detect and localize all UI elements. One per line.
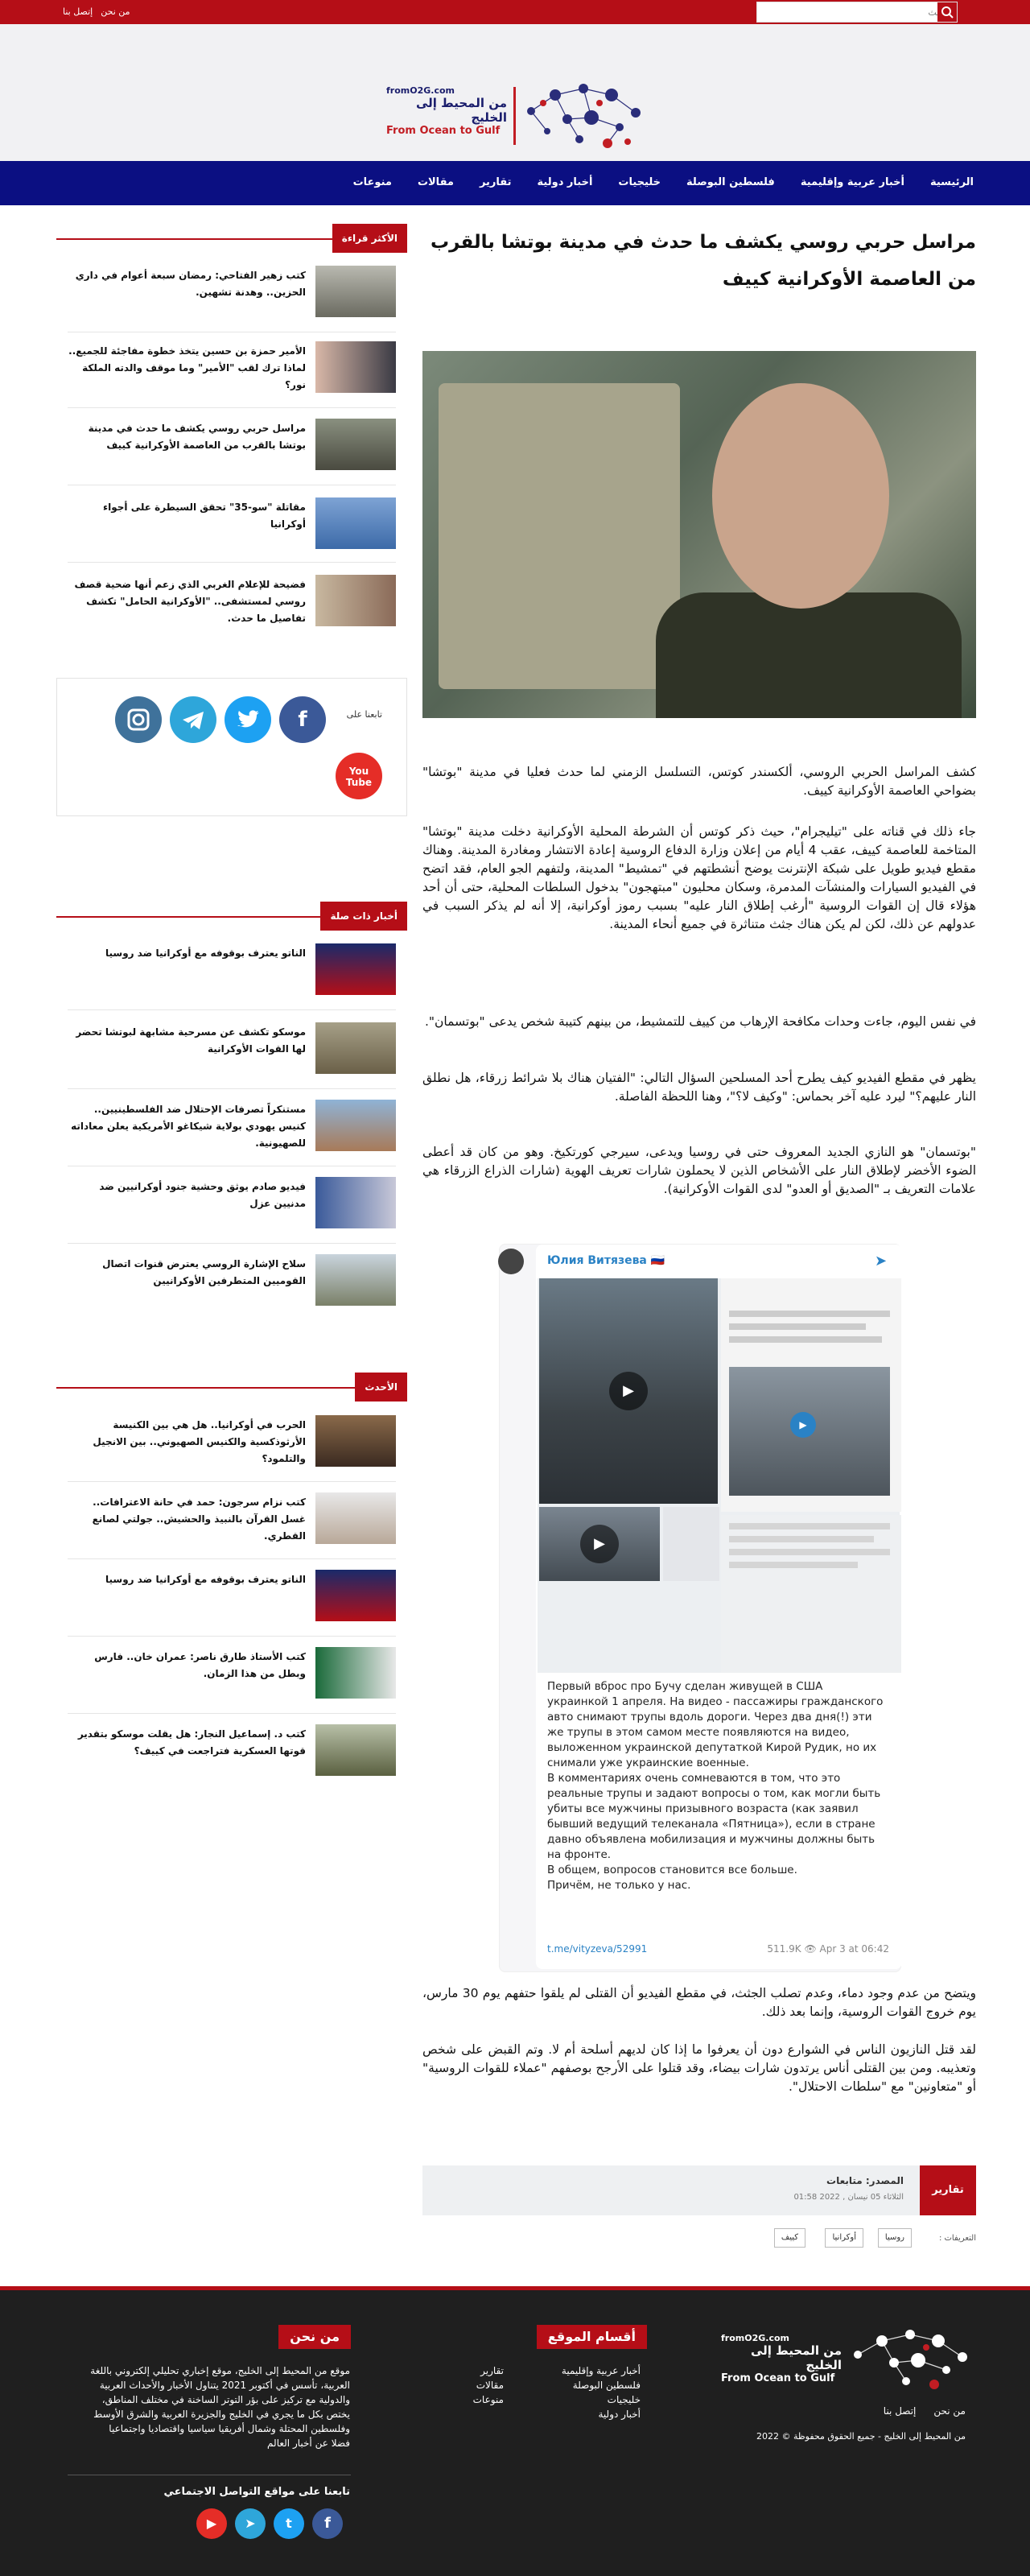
logo-site: fromO2G.com	[721, 2333, 789, 2343]
telegram-message-line: В комментариях очень сомневаются в том, что это реальные трупы и задают вопросы о том, как могли быть убиты все мужчины призывного возраста (как заявил бывший ведущий телеканала «Пятница»), если в стране давно объявлена мобилизация и мужчины должны быть на фронте.	[547, 1772, 881, 1861]
instagram-icon[interactable]	[115, 696, 162, 743]
video-thumbnail[interactable]	[539, 1507, 660, 1581]
search-box	[756, 2, 958, 23]
logo-arabic: من المحيط إلى الخليج	[750, 2343, 842, 2372]
list-item[interactable]	[68, 497, 396, 551]
tag-item[interactable]: أوكرانيا	[825, 2228, 863, 2248]
footer-link[interactable]: خليجيات	[607, 2394, 641, 2405]
thumbnail[interactable]	[315, 1492, 396, 1544]
main-nav	[0, 161, 1030, 205]
top-link-about[interactable]: من نحن	[101, 6, 130, 17]
screenshot-thumbnail[interactable]	[663, 1507, 719, 1581]
footer-sections-title: أقسام الموقع	[537, 2325, 647, 2349]
play-icon[interactable]: ▶	[790, 1412, 816, 1438]
eye-icon: 👁	[804, 1943, 817, 1955]
footer-logo[interactable]	[713, 2318, 970, 2399]
thumbnail[interactable]	[315, 1100, 396, 1151]
network-globe-icon	[850, 2318, 970, 2391]
article-paragraph: كشف المراسل الحربي الروسي، ألكسندر كوتس، التسلسل الزمني لما حدث فعليا في مدينة "بوتشا" بضواحي العاصمة الأوكرانية كييف.	[422, 765, 976, 798]
screenshot-thumbnail[interactable]	[721, 1278, 901, 1512]
logo-divider	[513, 87, 516, 145]
thumbnail[interactable]	[315, 943, 396, 995]
latest-news-box	[56, 1373, 407, 1402]
related-news-box	[56, 902, 407, 931]
thumbnail[interactable]	[315, 341, 396, 393]
thumbnail[interactable]	[315, 1022, 396, 1074]
footer-about-text: موقع من المحيط إلى الخليج، موقع إخباري تحليلي إلكتروني باللغة العربية، تأسس في أكتوبر 2021 يتناول الأخبار والأحداث العربية والدولية مع تركيز على بؤر التوتر الساخنة في مختلف المناطق، يختص بكل ما يجري في الخليج والجزيرة العربية والشرق الأوسط وفلسطين المحتلة وشمال أفريقيا سياسيا واقتصاديا واجتماعيا فضلا عن أخبار العالم	[90, 2365, 350, 2449]
telegram-media	[538, 1278, 900, 1673]
most-read-title: الأكثر قراءة	[332, 224, 407, 253]
thumbnail[interactable]	[315, 1570, 396, 1621]
article-paragraph: في نفس اليوم، جاءت وحدات مكافحة الإرهاب من كييف للتمشيط، من بينهم كتيبة شخص يدعى "بوتسمان".	[424, 1014, 976, 1029]
list-item-title[interactable]: الناتو يعترف بوقوفه مع أوكرانيا ضد روسيا	[105, 1574, 306, 1585]
thumbnail[interactable]	[315, 1647, 396, 1699]
thumbnail[interactable]	[315, 497, 396, 549]
video-thumbnail[interactable]	[539, 1278, 718, 1504]
list-item-title[interactable]: كتب نزام سرجون: حمد في حانة الاعترافات.. غسل القرآن بالنبيذ والحشيش.. جولتي لصانع القطري.	[92, 1496, 306, 1542]
site-logo[interactable]	[386, 63, 644, 156]
tag-item[interactable]: كييف	[774, 2228, 805, 2248]
thumbnail[interactable]	[315, 1254, 396, 1306]
article-source	[422, 2165, 976, 2215]
footer-about-title: من نحن	[278, 2325, 351, 2349]
top-link-contact[interactable]: إتصل بنا	[63, 6, 93, 17]
list-item[interactable]	[68, 1100, 396, 1153]
telegram-views: 511.9K	[767, 1943, 801, 1955]
nav-item-reports[interactable]: تقارير	[479, 176, 512, 188]
article-paragraph: ويتضح من عدم وجود دماء، وعدم تصلب الجثث، في مقطع الفيديو أن القتلى لم يلقوا حتفهم يوم 30 مارس، يوم خروج القوات الروسية، وإنما بعد ذلك.	[422, 1986, 976, 2019]
footer-social-title: تابعنا على مواقع التواصل الاجتماعي	[163, 2486, 350, 2498]
list-item-title[interactable]: الناتو يعترف بوقوفه مع أوكرانيا ضد روسيا	[105, 947, 306, 959]
footer-link[interactable]: تقارير	[480, 2365, 504, 2376]
nav-item-misc[interactable]: منوعات	[352, 176, 392, 188]
footer-link[interactable]: أخبار دولية	[598, 2409, 641, 2420]
logo-english: From Ocean to Gulf	[386, 125, 501, 137]
article-hero-image	[422, 351, 976, 718]
telegram-channel-name[interactable]: Юлия Витязева 🇷🇺	[547, 1254, 665, 1267]
telegram-message-line: Первый вброс про Бучу сделан живущей в США украинкой 1 апреля. На видео - пассажиры гражданского авто снимают трупы вдоль дороги. Через два дня(!) эти же трупы в этом самом месте появляются на видео, выложенном украинской депутаткой Кирой Рудик, но их снимали уже украинские военные.	[547, 1680, 884, 1769]
list-item[interactable]	[68, 1177, 396, 1230]
twitter-icon[interactable]: t	[274, 2508, 304, 2539]
list-item[interactable]	[68, 341, 396, 394]
site-footer	[0, 2286, 1030, 2576]
list-item-title[interactable]: سلاح الإشارة الروسي يعترض قنوات اتصال القوميين المتطرفين الأوكرانيين	[102, 1258, 306, 1286]
facebook-icon[interactable]: f	[312, 2508, 343, 2539]
telegram-icon[interactable]	[170, 696, 216, 743]
article-paragraph: "بوتسمان" هو النازي الجديد المعروف حتى في روسيا ويدعى، سيرجي كورتكيخ. وهو من كان قد أعطى الضوء الأخضر لإطلاق النار على الأشخاص الذين لا يحملون شارات تعريف الهوية (شارات الذراع الزرقاء هي علامات التعريف بـ "الصديق أو العدو" لدى القوات الأوكرانية).	[422, 1145, 976, 1196]
facebook-icon[interactable]: f	[279, 696, 326, 743]
network-globe-icon	[523, 71, 644, 151]
top-links	[63, 6, 130, 17]
list-item[interactable]	[68, 1254, 396, 1307]
twitter-icon[interactable]	[225, 696, 271, 743]
telegram-card	[536, 1245, 902, 1969]
tag-item[interactable]: روسيا	[878, 2228, 912, 2248]
telegram-message	[547, 1679, 885, 1893]
nav-item-arab[interactable]: أخبار عربية وإقليمية	[800, 176, 904, 188]
list-item-title[interactable]: مقاتلة "سو-35" تحقق السيطرة على أجواء أوكرانيا	[102, 502, 306, 530]
telegram-date: Apr 3 at 06:42	[819, 1943, 889, 1955]
latest-title: الأحدث	[355, 1373, 407, 1402]
tag-list	[422, 2228, 976, 2252]
article-paragraph: جاء ذلك في قناته على "تيليجرام"، حيث ذكر كوتس أن الشرطة المحلية الأوكرانية دخلت مدينة "بوتشا" المتاخمة للعاصمة كييف، عقب 4 أيام من إعلان وزارة الدفاع الروسية إعادة الانتشار ومغادرة المدينة. وهناك مقطع فيديو طويل على شبكة الإنترنت يوضح أنشطتهم في "تمشيط" المدينة، ولتفهم الجو العام، فقد اتضح في الفيديو السيارات والمنشآت المدمرة، وسكان محليون "مبتهجون" بدخول السلطات المحلية، حتى أن أحد هؤلاء قال إن القوات الروسية "أرغب إطلاق النار عليه" بسبب رموز أوكرانية، إلا أنه لم يذكر السبب في عدولهم عن ذلك، لكن لم يكن هناك جثث متناثرة في جميع أنحاء المدينة.	[422, 824, 976, 931]
nav-item-international[interactable]: أخبار دولية	[537, 176, 593, 188]
tags-label: التعريفات :	[938, 2234, 976, 2243]
list-item[interactable]	[68, 419, 396, 472]
footer-link[interactable]: منوعات	[472, 2394, 504, 2405]
search-button[interactable]	[937, 2, 957, 22]
list-item-title[interactable]: مراسل حربي روسي يكشف ما حدث في مدينة بوتشا بالقرب من العاصمة الأوكرانية كييف	[88, 423, 306, 451]
youtube-icon[interactable]: You Tube	[336, 753, 382, 799]
list-item[interactable]	[68, 266, 396, 319]
logo-arabic: من المحيط إلى الخليج	[415, 96, 507, 125]
telegram-message-line: В общем, вопросов становится все больше.	[547, 1864, 797, 1876]
source-label: المصدر: متابعات	[826, 2175, 904, 2186]
footer-link[interactable]: مقالات	[476, 2380, 504, 2391]
list-item-title[interactable]: كتب زهير الفتاحي: رمضان سبعة أعوام في داري الحزين.. وهدنة تشهين.	[75, 270, 306, 298]
list-item[interactable]	[68, 1647, 396, 1700]
article-paragraph: لقد قتل النازيون الناس في الشوارع دون أن يعرفوا ما إذا كان لديهم أسلحة أم لا. وتم القبض على شخص وتعذيبه. ومن بين القتلى أناس يرتدون شارات بيضاء، وقد قتلوا على الأرجح بوصفهم "عملاء للقوات الروسية" أو "متعاونين" مع "سلطات الاحتلال".	[422, 2042, 976, 2094]
list-item-title[interactable]: فضيحة للإعلام الغربي الذي زعم أنها ضحية قصف روسي لمستشفى.. "الأوكرانية الحامل" تكشف تفاصيل ما حدث.	[74, 579, 306, 624]
article-paragraph: يظهر في مقطع الفيديو كيف يطرح أحد المسلحين السؤال التالي: "الفتيان هناك بلا شرائط زرقاء، هل نطلق النار عليهم؟" ليرد عليه آخر بحماس: "وكيف لا؟"، وهنا اللحظة الفاصلة.	[422, 1071, 976, 1104]
list-item[interactable]	[68, 1724, 396, 1777]
thumbnail[interactable]	[315, 266, 396, 317]
telegram-link[interactable]: t.me/vityzeva/52991	[547, 1943, 648, 1955]
footer-link-about[interactable]: من نحن	[933, 2405, 966, 2417]
follow-us-panel	[56, 678, 407, 816]
avatar	[498, 1249, 524, 1274]
telegram-message-line: Причём, не только у нас.	[547, 1879, 691, 1892]
thumbnail[interactable]	[315, 1177, 396, 1228]
follow-label: تابعنا على	[346, 709, 382, 720]
nav-item-articles[interactable]: مقالات	[417, 176, 454, 188]
nav-item-home[interactable]: الرئيسية	[929, 176, 974, 188]
list-item-title[interactable]: الحرب في أوكرانيا.. هل هي بين الكنيسة الأرثوذكسية والكنيس الصهيوني.. بين الانجيل والتلمود؟	[93, 1419, 306, 1464]
list-item[interactable]	[68, 943, 396, 997]
thumbnail[interactable]	[315, 1724, 396, 1776]
copyright: من المحيط إلى الخليج - جميع الحقوق محفوظة © 2022	[756, 2431, 966, 2442]
list-item[interactable]	[68, 1492, 396, 1546]
thumbnail[interactable]	[315, 419, 396, 470]
list-item-title[interactable]: مستنكراً تصرفات الإحتلال ضد الفلسطينيين.. كنيس يهودي بولاية شيكاغو الأمريكية يعلن معاداته للصهيونية.	[71, 1104, 306, 1149]
nav-item-palestine[interactable]: فلسطين البوصلة	[686, 176, 775, 188]
list-item[interactable]	[68, 1415, 396, 1468]
footer-link[interactable]: فلسطين البوصلة	[572, 2380, 641, 2391]
list-item-title[interactable]: موسكو تكشف عن مسرحية مشابهة لبوتشا تحضر لها القوات الأوكرانية	[76, 1026, 306, 1055]
telegram-embed[interactable]	[499, 1244, 901, 1972]
list-item-title[interactable]: كتب الأستاذ طارق ناصر: عمران خان.. فارس وبطل من هذا الزمان.	[94, 1651, 306, 1679]
thumbnail[interactable]	[315, 1415, 396, 1467]
footer-link-contact[interactable]: إتصل بنا	[883, 2405, 917, 2417]
article-title: مراسل حربي روسي يكشف ما حدث في مدينة بوتشا بالقرب من العاصمة الأوكرانية كييف	[431, 232, 976, 290]
logo-site: fromO2G.com	[386, 85, 455, 96]
related-title: أخبار ذات صلة	[320, 902, 407, 931]
top-bar	[0, 0, 1030, 24]
list-item-title[interactable]: فيديو صادم يوثق وحشية جنود أوكرانيين ضد مدنيين عزل	[99, 1181, 306, 1209]
publish-date: الثلاثاء 05 نيسان , 2022 01:58	[793, 2193, 904, 2202]
list-item[interactable]	[68, 1022, 396, 1075]
search-icon	[937, 2, 957, 22]
category-tag[interactable]: تقارير	[920, 2165, 976, 2215]
youtube-icon[interactable]: ▶	[196, 2508, 227, 2539]
screenshot-thumbnail[interactable]	[721, 1515, 901, 1673]
nav-item-gulf[interactable]: خليجيات	[618, 176, 661, 188]
play-icon[interactable]: ▶	[609, 1372, 648, 1410]
thumbnail[interactable]	[315, 575, 396, 626]
telegram-icon[interactable]: ➤	[235, 2508, 266, 2539]
logo-english: From Ocean to Gulf	[721, 2372, 835, 2384]
list-item[interactable]	[68, 575, 396, 628]
search-input[interactable]	[796, 2, 957, 22]
site-header	[0, 24, 1030, 161]
telegram-icon[interactable]: ➤	[875, 1253, 888, 1269]
play-icon[interactable]: ▶	[580, 1525, 619, 1563]
telegram-footer	[547, 1943, 889, 1955]
list-item-title[interactable]: الأمير حمزة بن حسين يتخذ خطوة مفاجئة للجميع.. لماذا ترك لقب "الأمير" وما موقف والدته الملكة نور؟	[68, 345, 306, 390]
list-item[interactable]	[68, 1570, 396, 1623]
footer-link[interactable]: أخبار عربية وإقليمية	[561, 2365, 641, 2376]
list-item-title[interactable]: كتب د. إسماعيل النجار: هل يقلت موسكو بتقدير قوتها العسكرية فتراجعت في كييف؟	[77, 1728, 306, 1757]
